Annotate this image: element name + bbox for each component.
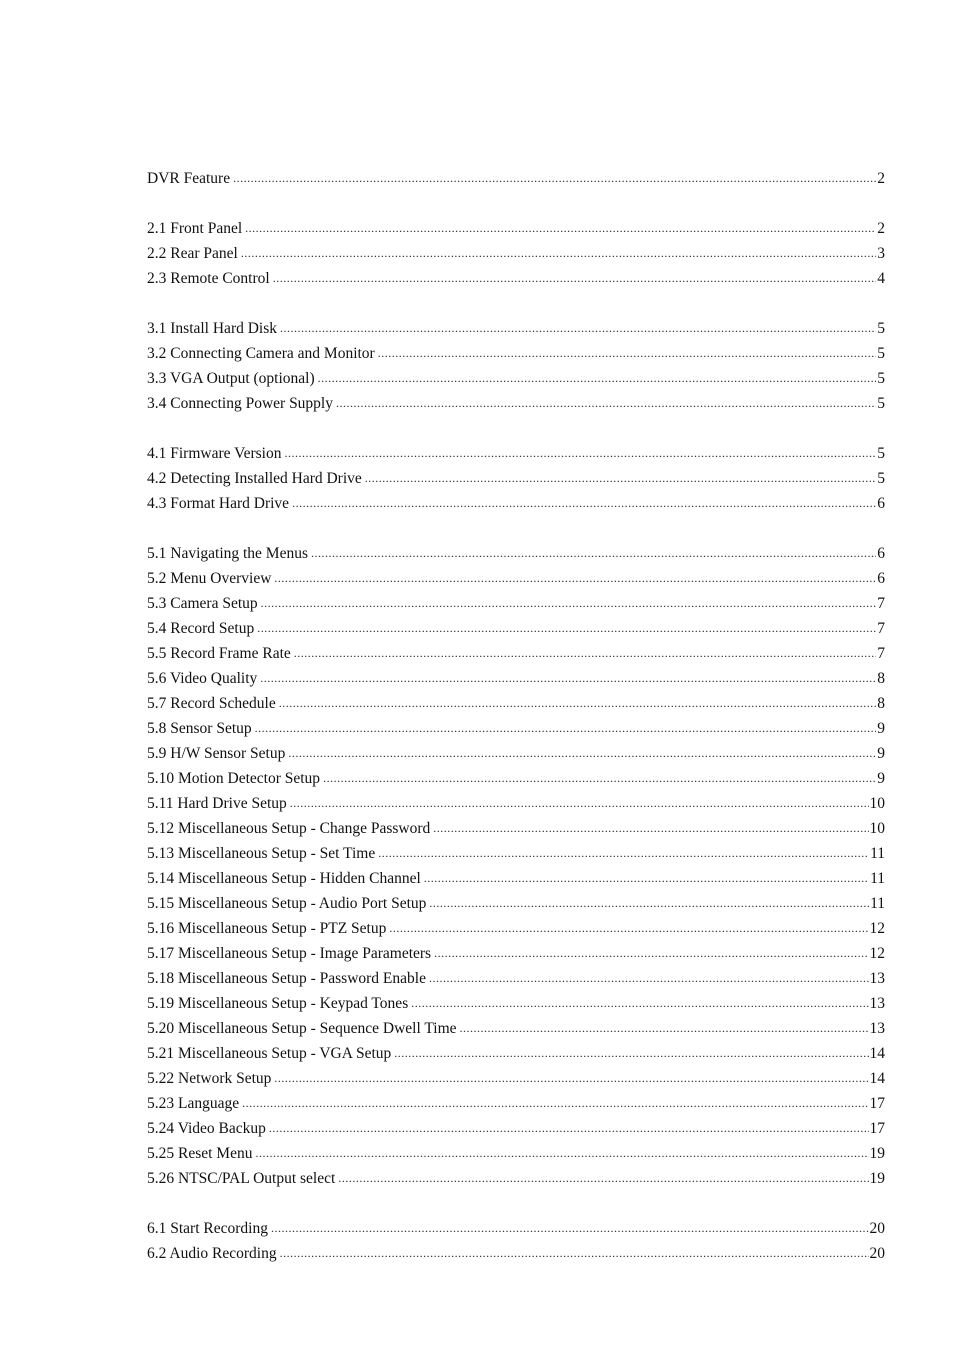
- toc-entry-title: 3.2 Connecting Camera and Monitor: [147, 345, 375, 362]
- toc-entry-title: 2.3 Remote Control: [147, 270, 270, 287]
- toc-entry-title: 3.1 Install Hard Disk: [147, 320, 278, 337]
- toc-entry-page-number: 13: [869, 970, 885, 987]
- toc-dot-leader: [378, 341, 877, 366]
- toc-entry-page-number: 6: [877, 570, 885, 587]
- toc-entry-title: 5.10 Motion Detector Setup: [147, 770, 321, 787]
- toc-dot-leader: [394, 1041, 868, 1066]
- toc-entry-page-number: 5: [877, 345, 885, 362]
- toc-entry-page-number: 8: [877, 695, 885, 712]
- toc-dot-leader: [411, 991, 868, 1016]
- toc-entry[interactable]: [147, 366, 885, 391]
- toc-dot-leader: [260, 666, 876, 691]
- toc-entry[interactable]: [147, 216, 885, 241]
- toc-entry-title: 3.3 VGA Output (optional): [147, 370, 315, 387]
- toc-entry[interactable]: [147, 766, 885, 791]
- toc-group: [147, 166, 885, 191]
- toc-group: [147, 441, 885, 516]
- toc-entry-title: 5.25 Reset Menu: [147, 1145, 253, 1162]
- toc-entry-page-number: 12: [869, 920, 885, 937]
- toc-entry[interactable]: [147, 241, 885, 266]
- toc-dot-leader: [284, 441, 876, 466]
- toc-entry[interactable]: [147, 341, 885, 366]
- toc-entry[interactable]: [147, 616, 885, 641]
- toc-entry[interactable]: [147, 691, 885, 716]
- toc-entry[interactable]: [147, 266, 885, 291]
- toc-entry-page-number: 11: [870, 870, 885, 887]
- toc-entry-title: 5.6 Video Quality: [147, 670, 258, 687]
- toc-entry-page-number: 5: [877, 370, 885, 387]
- toc-entry[interactable]: [147, 1166, 885, 1191]
- toc-entry-page-number: 13: [869, 995, 885, 1012]
- toc-dot-leader: [241, 241, 876, 266]
- toc-dot-leader: [460, 1016, 869, 1041]
- toc-entry-page-number: 5: [877, 395, 885, 412]
- toc-entry-title: 5.15 Miscellaneous Setup - Audio Port Setup: [147, 895, 427, 912]
- toc-entry-title: 5.22 Network Setup: [147, 1070, 272, 1087]
- toc-entry-page-number: 9: [877, 720, 885, 737]
- toc-dot-leader: [378, 841, 869, 866]
- toc-entry-title: 5.9 H/W Sensor Setup: [147, 745, 286, 762]
- toc-entry-title: 5.1 Navigating the Menus: [147, 545, 309, 562]
- toc-dot-leader: [338, 1166, 868, 1191]
- toc-entry-page-number: 11: [870, 895, 885, 912]
- toc-entry-page-number: 6: [877, 545, 885, 562]
- toc-dot-leader: [273, 266, 877, 291]
- toc-dot-leader: [233, 166, 876, 191]
- toc-entry-title: 5.13 Miscellaneous Setup - Set Time: [147, 845, 376, 862]
- toc-dot-leader: [255, 1141, 868, 1166]
- toc-entry-page-number: 5: [877, 320, 885, 337]
- toc-entry-title: 2.1 Front Panel: [147, 220, 243, 237]
- toc-entry-page-number: 7: [877, 645, 885, 662]
- toc-entry-page-number: 5: [877, 445, 885, 462]
- toc-dot-leader: [323, 766, 876, 791]
- toc-dot-leader: [434, 941, 868, 966]
- toc-entry[interactable]: [147, 841, 885, 866]
- toc-entry[interactable]: [147, 1016, 885, 1041]
- toc-entry-page-number: 3: [877, 245, 885, 262]
- toc-entry-page-number: 20: [869, 1245, 885, 1262]
- toc-entry-title: 5.3 Camera Setup: [147, 595, 258, 612]
- toc-dot-leader: [318, 366, 877, 391]
- toc-entry-page-number: 7: [877, 595, 885, 612]
- toc-entry-title: 6.2 Audio Recording: [147, 1245, 277, 1262]
- toc-entry-page-number: 9: [877, 745, 885, 762]
- toc-entry[interactable]: [147, 866, 885, 891]
- toc-entry-title: 5.7 Record Schedule: [147, 695, 276, 712]
- toc-entry-title: 5.24 Video Backup: [147, 1120, 266, 1137]
- toc-entry[interactable]: [147, 391, 885, 416]
- toc-entry-title: 6.1 Start Recording: [147, 1220, 268, 1237]
- toc-entry-title: 5.21 Miscellaneous Setup - VGA Setup: [147, 1045, 392, 1062]
- toc-entry[interactable]: [147, 1241, 885, 1266]
- toc-entry[interactable]: [147, 566, 885, 591]
- toc-entry-title: 4.1 Firmware Version: [147, 445, 282, 462]
- toc-entry-title: 5.5 Record Frame Rate: [147, 645, 291, 662]
- toc-dot-leader: [365, 466, 876, 491]
- toc-entry[interactable]: [147, 1141, 885, 1166]
- toc-entry-title: DVR Feature: [147, 170, 231, 187]
- toc-entry[interactable]: [147, 166, 885, 191]
- toc-entry-page-number: 2: [877, 220, 885, 237]
- toc-group: [147, 216, 885, 291]
- toc-dot-leader: [288, 741, 876, 766]
- table-of-contents: [147, 166, 885, 1291]
- toc-entry[interactable]: [147, 716, 885, 741]
- toc-entry[interactable]: [147, 491, 885, 516]
- toc-entry-page-number: 5: [877, 470, 885, 487]
- toc-entry-title: 2.2 Rear Panel: [147, 245, 238, 262]
- toc-entry-page-number: 10: [869, 795, 885, 812]
- toc-entry-page-number: 8: [877, 670, 885, 687]
- toc-entry-title: 5.20 Miscellaneous Setup - Sequence Dwell Time: [147, 1020, 457, 1037]
- toc-entry-title: 5.4 Record Setup: [147, 620, 255, 637]
- toc-entry[interactable]: [147, 1066, 885, 1091]
- toc-dot-leader: [245, 216, 876, 241]
- toc-entry-page-number: 13: [869, 1020, 885, 1037]
- toc-dot-leader: [274, 566, 876, 591]
- toc-entry-page-number: 19: [869, 1170, 885, 1187]
- toc-dot-leader: [261, 591, 877, 616]
- toc-entry-page-number: 7: [877, 620, 885, 637]
- toc-dot-leader: [429, 966, 869, 991]
- toc-entry[interactable]: [147, 1216, 885, 1241]
- toc-entry-title: 5.2 Menu Overview: [147, 570, 272, 587]
- toc-entry[interactable]: [147, 1091, 885, 1116]
- toc-entry[interactable]: [147, 1116, 885, 1141]
- toc-entry-title: 5.18 Miscellaneous Setup - Password Enable: [147, 970, 426, 987]
- toc-entry[interactable]: [147, 641, 885, 666]
- toc-entry-title: 5.11 Hard Drive Setup: [147, 795, 287, 812]
- toc-entry[interactable]: [147, 741, 885, 766]
- toc-entry-page-number: 14: [869, 1070, 885, 1087]
- toc-entry[interactable]: [147, 816, 885, 841]
- toc-dot-leader: [280, 316, 876, 341]
- toc-entry[interactable]: [147, 1041, 885, 1066]
- toc-dot-leader: [424, 866, 869, 891]
- toc-group: [147, 1216, 885, 1266]
- toc-entry[interactable]: [147, 541, 885, 566]
- toc-dot-leader: [274, 1066, 868, 1091]
- toc-entry-title: 5.12 Miscellaneous Setup - Change Password: [147, 820, 431, 837]
- toc-entry[interactable]: [147, 591, 885, 616]
- toc-entry[interactable]: [147, 666, 885, 691]
- toc-entry-title: 3.4 Connecting Power Supply: [147, 395, 333, 412]
- toc-entry[interactable]: [147, 791, 885, 816]
- toc-dot-leader: [269, 1116, 869, 1141]
- toc-entry[interactable]: [147, 941, 885, 966]
- toc-entry[interactable]: [147, 966, 885, 991]
- toc-dot-leader: [271, 1216, 869, 1241]
- toc-entry-page-number: 17: [869, 1095, 885, 1112]
- toc-dot-leader: [311, 541, 876, 566]
- toc-entry-page-number: 2: [877, 170, 885, 187]
- toc-dot-leader: [279, 691, 877, 716]
- toc-dot-leader: [280, 1241, 869, 1266]
- toc-entry-page-number: 11: [870, 845, 885, 862]
- toc-entry-page-number: 17: [869, 1120, 885, 1137]
- toc-entry-page-number: 19: [869, 1145, 885, 1162]
- toc-entry-title: 4.3 Format Hard Drive: [147, 495, 290, 512]
- toc-entry[interactable]: [147, 891, 885, 916]
- toc-entry-title: 5.26 NTSC/PAL Output select: [147, 1170, 336, 1187]
- toc-entry-page-number: 6: [877, 495, 885, 512]
- toc-dot-leader: [433, 816, 868, 841]
- toc-dot-leader: [290, 791, 869, 816]
- toc-entry-page-number: 14: [869, 1045, 885, 1062]
- toc-dot-leader: [429, 891, 869, 916]
- toc-entry-title: 5.19 Miscellaneous Setup - Keypad Tones: [147, 995, 409, 1012]
- toc-dot-leader: [389, 916, 868, 941]
- toc-entry[interactable]: [147, 441, 885, 466]
- toc-entry-page-number: 12: [869, 945, 885, 962]
- toc-entry-title: 5.17 Miscellaneous Setup - Image Parameters: [147, 945, 432, 962]
- toc-group: [147, 541, 885, 1191]
- toc-entry-page-number: 10: [869, 820, 885, 837]
- toc-dot-leader: [242, 1091, 868, 1116]
- toc-entry-page-number: 4: [877, 270, 885, 287]
- toc-entry-title: 5.23 Language: [147, 1095, 240, 1112]
- toc-entry[interactable]: [147, 916, 885, 941]
- toc-dot-leader: [257, 616, 876, 641]
- toc-entry-page-number: 9: [877, 770, 885, 787]
- toc-dot-leader: [292, 491, 876, 516]
- toc-entry-title: 5.14 Miscellaneous Setup - Hidden Channel: [147, 870, 421, 887]
- toc-dot-leader: [294, 641, 876, 666]
- toc-group: [147, 316, 885, 416]
- toc-dot-leader: [255, 716, 877, 741]
- toc-entry[interactable]: [147, 991, 885, 1016]
- toc-entry-title: 5.8 Sensor Setup: [147, 720, 252, 737]
- toc-entry[interactable]: [147, 466, 885, 491]
- toc-entry-page-number: 20: [869, 1220, 885, 1237]
- toc-dot-leader: [336, 391, 876, 416]
- toc-entry-title: 5.16 Miscellaneous Setup - PTZ Setup: [147, 920, 387, 937]
- toc-entry-title: 4.2 Detecting Installed Hard Drive: [147, 470, 362, 487]
- toc-entry[interactable]: [147, 316, 885, 341]
